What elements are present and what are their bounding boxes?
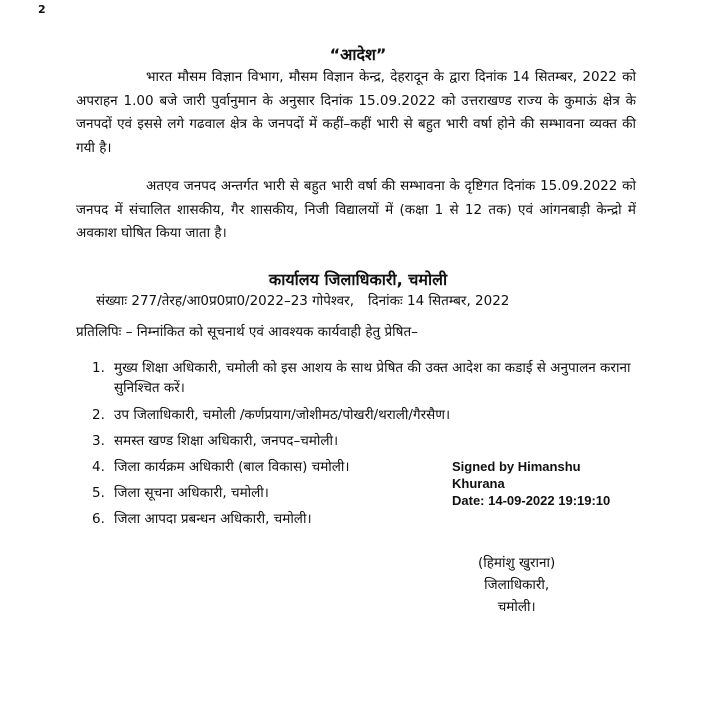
list-item [92,430,634,452]
copy-to-line: प्रतिलिपिः – निम्नांकित को सूचनार्थ एवं आवश्यक कार्यवाही हेतु प्रेषित– [76,324,418,340]
signer-location: चमोली। [497,599,536,615]
list-item-text: जिला सूचना अधिकारी, चमोली। [114,485,269,501]
list-item-number: 4. [92,459,105,475]
list-item-number: 6. [92,511,105,527]
list-item-text: जिला कार्यक्रम अधिकारी (बाल विकास) चमोली। [114,459,350,475]
signer-designation: जिलाधिकारी, [484,577,550,593]
list-item-text: उप जिलाधिकारी, चमोली /कर्णप्रयाग/जोशीमठ/पोखरी/थराली/गैरसैण। [114,407,451,423]
list-item [92,358,634,398]
paragraph-weather-forecast [76,66,636,160]
office-heading: कार्यालय जिलाधिकारी, चमोली [268,270,448,289]
list-item [92,404,634,426]
digital-signature-date: Date: 14-09-2022 19:19:10 [452,493,611,508]
paragraph-holiday-order-text: अतएव जनपद अन्तर्गत भारी से बहुत भारी वर्षा की सम्भावना के दृष्टिगत दिनांक 15.09.2022 को जनपद में संचालित शासकीय, गैर शासकीय, निजी विद्यालयों में (कक्षा 1 से 12 तक) एवं आंगनबाड़ी केन्द्रो में अवकाश घोषित किया जाता है। [76,178,636,241]
paragraph-holiday-order [76,175,636,246]
list-item-number: 1. [92,360,105,376]
paragraph-weather-forecast-text: भारत मौसम विज्ञान विभाग, मौसम विज्ञान केन्द्र, देहरादून के द्वारा दिनांक 14 सितम्बर, 2022 को अपराहन 1.00 बजे जारी पुर्वानुमान के अनुसार दिनांक 15.09.2022 को उत्तराखण्ड राज्य के कुमाऊं क्षेत्र के जनपदों एवं इससे लगे गढवाल क्षेत्र के जनपदों में कहीं–कहीं भारी से बहुत भारी वर्षा होने की सम्भावना व्यक्त की गयी है। [76,69,636,156]
list-item-number: 5. [92,485,105,501]
reference-date: दिनांकः 14 सितम्बर, 2022 [368,293,510,309]
signer-name: (हिमांशु खुराना) [478,555,556,571]
digital-signature-line: Signed by Himanshu [452,459,581,474]
page-number: 2 [38,3,46,16]
list-item-number: 3. [92,433,105,449]
order-title: “आदेश” [329,45,387,64]
list-item-number: 2. [92,407,105,423]
list-item-text: मुख्य शिक्षा अधिकारी, चमोली को इस आशय के साथ प्रेषित की उक्त आदेश का कडाई से अनुपालन कराना सुनिश्चित करें। [114,360,631,396]
reference-number: संख्याः 277/तेरह/आ0प्र0प्रा0/2022–23 गोपेश्वर, [96,293,354,309]
digital-signature-line: Khurana [452,476,505,491]
list-item-text: समस्त खण्ड शिक्षा अधिकारी, जनपद–चमोली। [114,433,339,449]
reference-line [96,291,509,309]
list-item [92,508,634,530]
list-item-text: जिला आपदा प्रबन्धन अधिकारी, चमोली। [114,511,312,527]
digital-signature [452,458,610,509]
signer-block [478,552,555,618]
